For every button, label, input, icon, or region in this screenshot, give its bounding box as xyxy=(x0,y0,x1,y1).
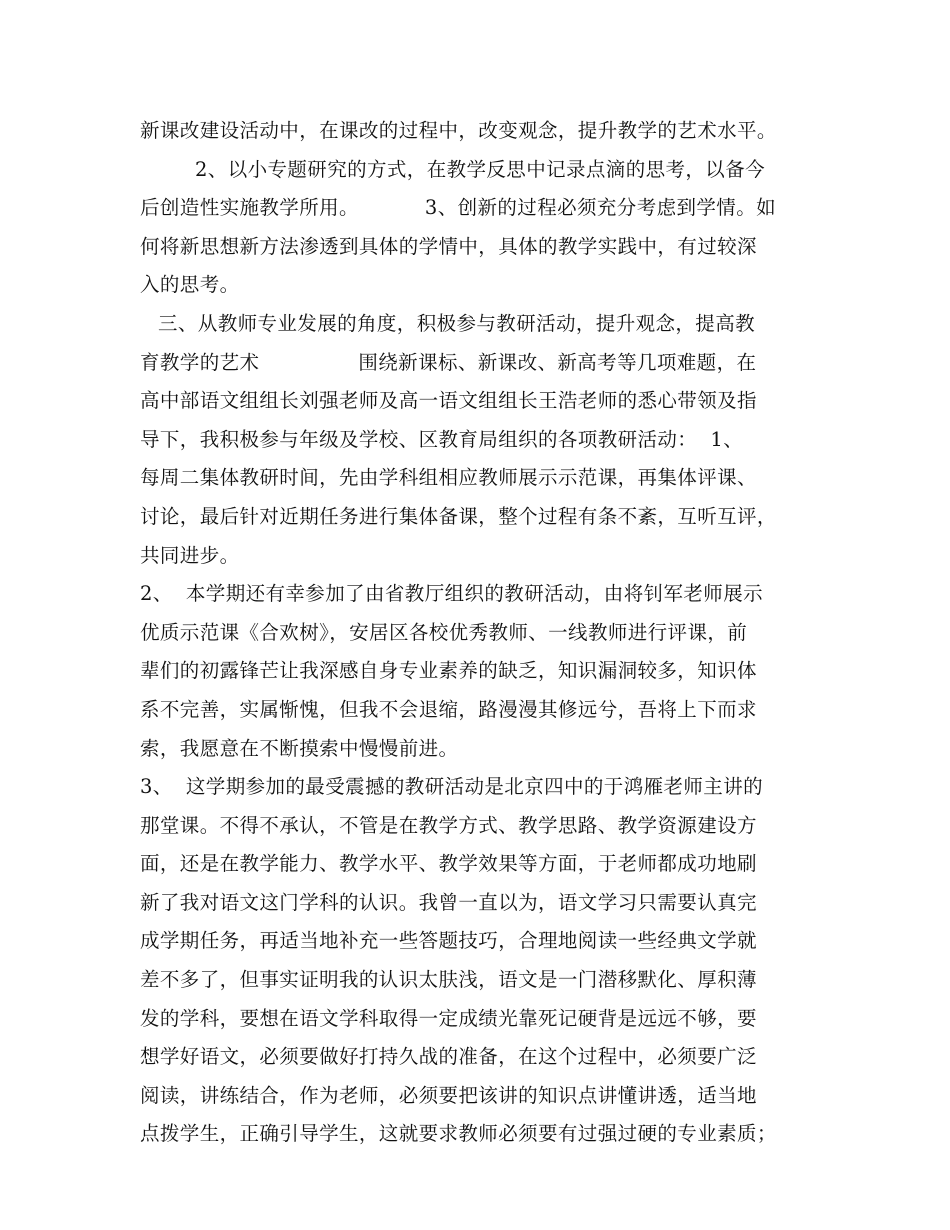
text-line: 高中部语文组组长刘强老师及高一语文组组长王浩老师的悉心带领及指 xyxy=(140,389,757,413)
text-line: 系不完善，实属惭愧，但我不会退缩，路漫漫其修远兮，吾将上下而求 xyxy=(140,697,757,721)
section-heading-line: 三、从教师专业发展的角度，积极参与教研活动，提升观念，提高教 xyxy=(158,311,756,335)
text-line: 后创造性实施教学所用。 3、创新的过程必须充分考虑到学情。如 xyxy=(140,196,776,220)
text-line: 新了我对语文这门学科的认识。我曾一直以为，语文学习只需要认真完 xyxy=(140,890,757,914)
body-text xyxy=(140,112,820,1154)
text-line: 点拨学生，正确引导学生，这就要求教师必须要有过强过硬的专业素质； xyxy=(140,1122,777,1146)
text-line: 索，我愿意在不断摸索中慢慢前进。 xyxy=(140,736,459,760)
text-line: 何将新思想新方法渗透到具体的学情中，具体的教学实践中，有过较深 xyxy=(140,234,757,258)
text-line: 育教学的艺术 围绕新课标、新课改、新高考等几项难题，在 xyxy=(140,350,757,374)
text-line: 想学好语文，必须要做好打持久战的准备，在这个过程中，必须要广泛 xyxy=(140,1045,757,1069)
text-line: 2、 本学期还有幸参加了由省教厅组织的教研活动，由将钊军老师展示 xyxy=(140,582,764,606)
text-line: 发的学科，要想在语文学科取得一定成绩光靠死记硬背是远远不够，要 xyxy=(140,1006,757,1030)
text-line: 差不多了，但事实证明我的认识太肤浅，语文是一门潜移默化、厚积薄 xyxy=(140,968,757,992)
text-line: 共同进步。 xyxy=(140,543,240,567)
text-line: 讨论，最后针对近期任务进行集体备课，整个过程有条不紊，互听互评， xyxy=(140,504,777,528)
text-line: 3、 这学期参加的最受震撼的教研活动是北京四中的于鸿雁老师主讲的 xyxy=(140,775,764,799)
text-line: 辈们的初露锋芒让我深感自身专业素养的缺乏，知识漏洞较多，知识体 xyxy=(140,659,757,683)
text-line: 2、以小专题研究的方式，在教学反思中记录点滴的思考，以备今 xyxy=(195,157,766,181)
text-line: 新课改建设活动中，在课改的过程中，改变观念，提升教学的艺术水平。 xyxy=(140,119,777,142)
text-line: 成学期任务，再适当地补充一些答题技巧，合理地阅读一些经典文学就 xyxy=(140,929,757,953)
text-line: 入的思考。 xyxy=(140,273,240,297)
text-line: 那堂课。不得不承认，不管是在教学方式、教学思路、教学资源建设方 xyxy=(140,813,757,837)
text-line: 阅读，讲练结合，作为老师，必须要把该讲的知识点讲懂讲透，适当地 xyxy=(140,1083,757,1107)
text-line: 面，还是在教学能力、教学水平、教学效果等方面，于老师都成功地刷 xyxy=(140,852,757,876)
text-line: 每周二集体教研时间，先由学科组相应教师展示示范课，再集体评课、 xyxy=(140,466,757,490)
text-line: 优质示范课《合欢树》，安居区各校优秀教师、一线教师进行评课，前 xyxy=(140,620,748,644)
text-line: 导下，我积极参与年级及学校、区教育局组织的各项教研活动： 1、 xyxy=(140,427,744,451)
